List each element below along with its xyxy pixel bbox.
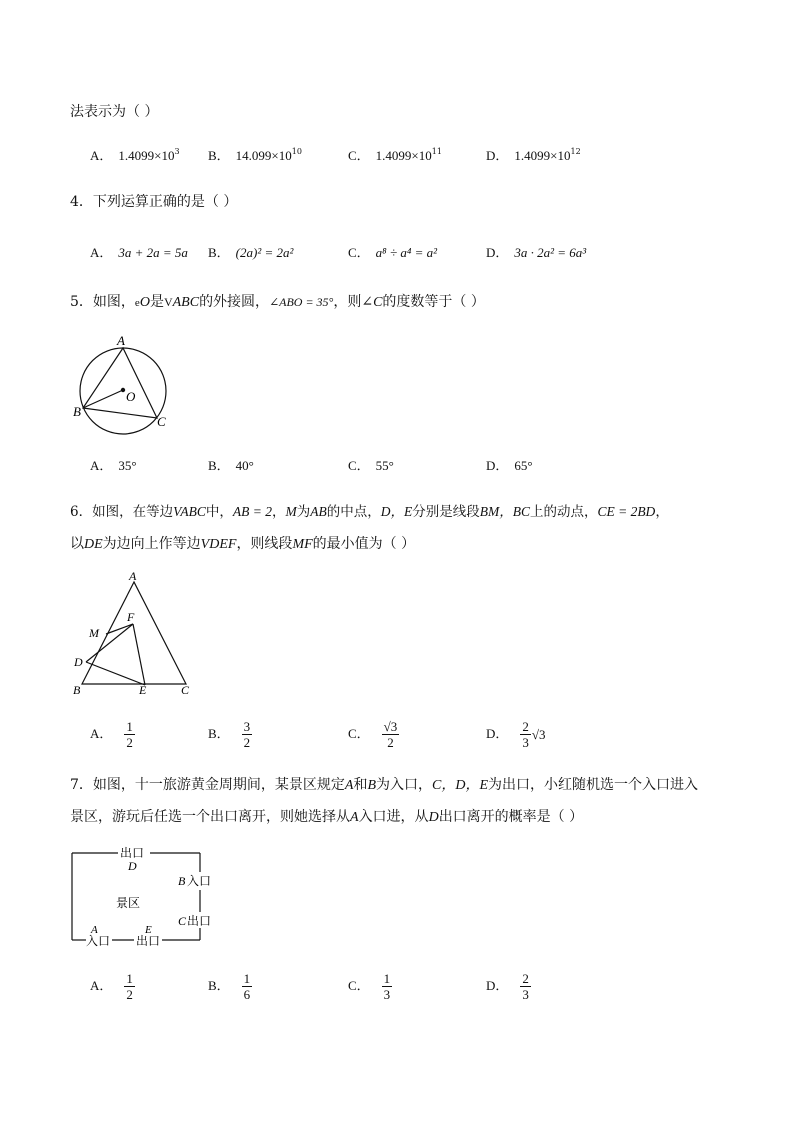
entry-a: A: [344, 778, 354, 793]
triangle-name: ABC: [172, 295, 200, 310]
label-c: C: [181, 683, 190, 697]
option-mantissa: 1.4099×10: [118, 148, 175, 163]
exit-c-label: 出口: [187, 914, 212, 928]
q7-stem-line1: [70, 776, 698, 795]
fraction: [382, 971, 393, 1002]
option-label: A．: [90, 978, 113, 993]
q7-option-c: [348, 971, 392, 1002]
fraction: [520, 719, 531, 750]
q5-figure: [70, 330, 180, 440]
circle-symbol: e: [134, 297, 140, 309]
q6-option-d: [486, 719, 546, 750]
fraction: [242, 719, 253, 750]
ab-condition: AB = 2: [232, 504, 272, 519]
stem-text: 的度数等于（ ）: [382, 294, 485, 310]
q6-stem-line1: [70, 503, 669, 521]
fraction: [520, 971, 531, 1002]
stem-text: 入口进，从: [358, 809, 429, 825]
stem-text: 上的动点，: [529, 504, 598, 520]
label-e: E: [145, 924, 152, 936]
q3-option-d: [486, 147, 581, 166]
label-a: A: [91, 924, 98, 936]
fraction: [124, 971, 135, 1002]
q7-option-b: [208, 971, 252, 1002]
label-b: B: [73, 683, 81, 697]
exit-e-label: 出口: [136, 934, 161, 948]
denominator: 3: [522, 735, 529, 750]
q7-figure: [66, 842, 222, 954]
denominator: 3: [383, 987, 391, 1002]
triangle-symbol: V: [163, 295, 173, 309]
exit-d: D: [428, 810, 439, 825]
option-label: D．: [486, 458, 509, 473]
fraction: [382, 719, 400, 750]
option-text: 35°: [118, 458, 137, 473]
entry-a: A: [350, 810, 359, 825]
denominator: 2: [387, 735, 394, 750]
option-text: (2a)² = 2a²: [235, 245, 294, 260]
entry-b-label: 入口: [187, 874, 212, 888]
option-label: C．: [348, 458, 370, 473]
option-exponent: 10: [291, 147, 302, 156]
stem-text: 为出口，小红随机选一个入口进入: [488, 777, 699, 793]
stem-text: ，: [655, 504, 669, 520]
stem-text: 5．如图，: [70, 294, 135, 310]
stem-text: ，则线段: [236, 536, 293, 552]
q7-stem-line2: [70, 808, 583, 827]
label-a: A: [117, 333, 125, 348]
option-text: 3a · 2a² = 6a³: [514, 245, 587, 260]
triangle-def: VDEF: [200, 537, 237, 552]
points-de: D，E: [380, 504, 413, 519]
segment-ab: AB: [310, 504, 327, 519]
exits-cde: C，D，E: [432, 778, 489, 793]
option-label: C．: [348, 726, 370, 741]
option-label: C．: [348, 245, 370, 260]
numerator: 3: [243, 719, 251, 734]
option-mantissa: 1.4099×10: [375, 148, 432, 163]
stem-text: 的最小值为（ ）: [312, 536, 416, 552]
label-m: M: [89, 626, 99, 640]
stem-text: 是: [149, 294, 164, 310]
q6-option-a: [90, 719, 135, 750]
q7-option-d: [486, 971, 531, 1002]
label-d: D: [128, 859, 137, 873]
stem-text: 和: [353, 777, 368, 793]
q3-option-c: [348, 147, 442, 166]
exit-d-label: 出口: [120, 846, 145, 860]
label-f: F: [127, 610, 135, 624]
center-point: [121, 388, 125, 392]
label-b: B: [178, 874, 186, 888]
option-label: A．: [90, 726, 113, 741]
denominator: 2: [243, 735, 251, 750]
stem-text: 7．如图，十一旅游黄金周期间，某景区规定: [70, 777, 345, 793]
label-c: C: [178, 914, 187, 928]
option-text: 65°: [514, 458, 533, 473]
label-o: O: [126, 389, 136, 404]
option-mantissa: 14.099×10: [235, 148, 292, 163]
q6-stem-line2: [70, 535, 415, 554]
stem-text: 以: [70, 536, 84, 552]
point-m: M: [285, 504, 297, 519]
q6-option-b: [208, 719, 252, 750]
label-d: D: [74, 655, 83, 669]
label-b: B: [73, 404, 81, 419]
option-text: a⁸ ÷ a⁴ = a²: [375, 245, 438, 260]
fraction: [124, 719, 135, 750]
q4-option-d: [486, 244, 586, 263]
angle-c: ∠C: [361, 295, 383, 310]
angle-condition: ∠ABO = 35°: [269, 295, 334, 309]
option-label: D．: [486, 148, 509, 163]
option-mantissa: 1.4099×10: [514, 148, 571, 163]
option-exponent: 12: [570, 147, 581, 156]
circle-name: O: [139, 295, 150, 310]
option-label: D．: [486, 978, 509, 993]
stem-text: 为边向上作等边: [102, 536, 201, 552]
stem-text: ，: [271, 504, 286, 520]
fraction: [242, 971, 253, 1002]
option-label: B．: [208, 726, 230, 741]
sqrt-term: √3: [531, 726, 546, 742]
stem-text: 景区，游玩后任选一个出口离开，则她选择从: [70, 809, 350, 825]
option-text: 3a + 2a = 5a: [118, 245, 188, 260]
stem-text: ，则: [333, 294, 362, 310]
stem-text: 中，: [205, 504, 233, 520]
option-label: C．: [348, 148, 370, 163]
option-label: C．: [348, 978, 370, 993]
q4-option-a: [90, 244, 188, 263]
q3-stem-tail: 法表示为（ ）: [70, 104, 159, 120]
q7-option-a: [90, 971, 135, 1002]
numerator: 1: [243, 971, 251, 986]
segment-de: DE: [84, 537, 103, 552]
q3-option-a: [90, 147, 180, 166]
option-text: 55°: [375, 458, 394, 473]
option-text: 40°: [235, 458, 254, 473]
triangle-abc: VABC: [173, 504, 206, 519]
numerator: 2: [522, 971, 529, 986]
numerator: √3: [383, 719, 398, 734]
entry-b: B: [367, 778, 377, 793]
entry-a-label: 入口: [86, 934, 111, 948]
option-label: A．: [90, 458, 113, 473]
denominator: 2: [126, 987, 133, 1002]
option-exponent: 3: [174, 147, 180, 156]
q3-option-b: [208, 147, 302, 166]
stem-text: 分别是线段: [412, 504, 480, 520]
stem-text: 出口离开的概率是（ ）: [438, 809, 584, 825]
q5-option-c: [348, 457, 394, 476]
option-label: B．: [208, 458, 230, 473]
denominator: 6: [243, 987, 251, 1002]
option-label: B．: [208, 245, 230, 260]
stem-text: 的外接圆，: [199, 294, 270, 310]
q4-option-b: [208, 244, 293, 263]
numerator: 1: [126, 971, 133, 986]
q5-option-b: [208, 457, 254, 476]
option-label: D．: [486, 245, 509, 260]
q5-stem: [70, 293, 485, 312]
stem-text: 的中点，: [326, 504, 381, 520]
option-label: B．: [208, 978, 230, 993]
segment-fe: [133, 624, 145, 685]
option-label: D．: [486, 726, 509, 741]
q6-option-c: [348, 719, 399, 750]
q5-option-a: [90, 457, 137, 476]
segments-bm-bc: BM，BC: [479, 504, 530, 519]
stem-text: 为: [296, 504, 311, 520]
option-label: B．: [208, 148, 230, 163]
label-e: E: [139, 683, 147, 697]
option-label: A．: [90, 245, 113, 260]
q5-option-d: [486, 457, 533, 476]
ce-condition: CE = 2BD: [597, 504, 656, 519]
scenic-area-label: 景区: [116, 896, 141, 910]
segment-de: [86, 662, 145, 685]
denominator: 3: [522, 987, 529, 1002]
option-exponent: 11: [431, 147, 442, 156]
numerator: 1: [126, 719, 133, 734]
stem-text: 为入口，: [376, 777, 433, 793]
q4-option-c: [348, 244, 437, 263]
segment-mf: MF: [292, 537, 313, 552]
numerator: 1: [383, 971, 391, 986]
denominator: 2: [126, 735, 133, 750]
option-label: A．: [90, 148, 113, 163]
q4-stem: 4．下列运算正确的是（ ）: [70, 194, 238, 210]
label-c: C: [157, 414, 166, 429]
numerator: 2: [522, 719, 529, 734]
q6-figure: [66, 570, 200, 700]
label-a: A: [129, 570, 137, 583]
stem-text: 6．如图，在等边: [70, 504, 174, 520]
